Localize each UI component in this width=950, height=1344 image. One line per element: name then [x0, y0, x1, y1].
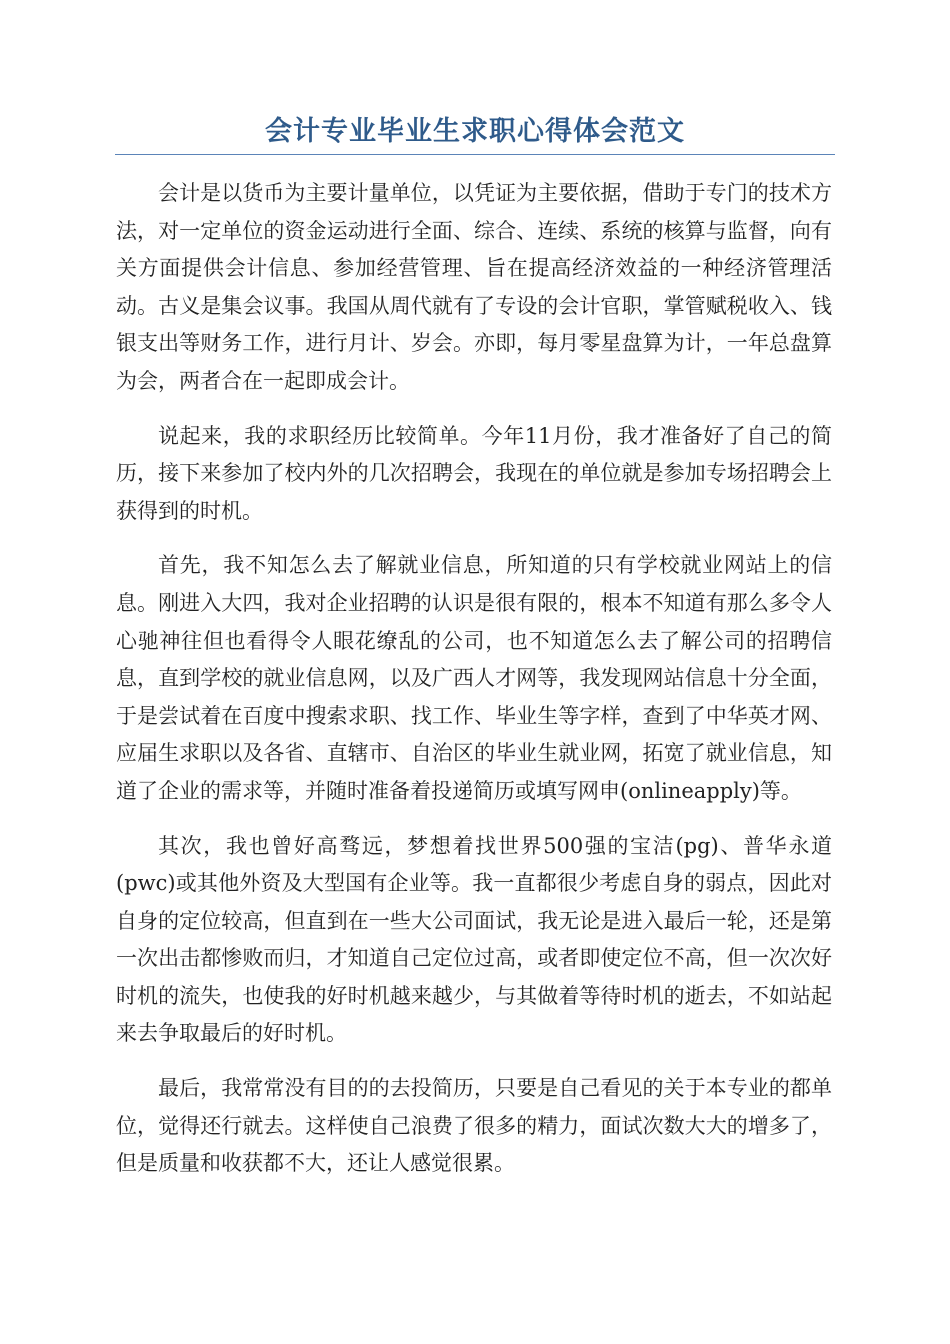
paragraph-last-resumes: 最后，我常常没有目的的去投简历，只要是自己看见的关于本专业的都单位，觉得还行就去。这样使自己浪费了很多的精力，面试次数大大的增多了，但是质量和收获都不大，还让人感觉很累。 [116, 1076, 832, 1176]
title-underline-divider [115, 154, 835, 155]
paragraph-job-search-overview: 说起来，我的求职经历比较简单。今年11月份，我才准备好了自己的简历，接下来参加了校内外的几次招聘会，我现在的单位就是参加专场招聘会上获得到的时机。 [116, 423, 832, 523]
paragraph-second-ambition: 其次，我也曾好高骛远，梦想着找世界500强的宝洁(pg)、普华永道(pwc)或其他外资及大型国有企业等。我一直都很少考虑自身的弱点，因此对自身的定位较高，但直到在一些大公司面试，我无论是进入最后一轮，还是第一次出击都惨败而归，才知道自己定位过高，或者即使定位不高，但一次次好时机的流失，也使我的好时机越来越少，与其做着等待时机的逝去，不如站起来去争取最后的好时机。 [116, 833, 832, 1046]
paragraph-first-information: 首先，我不知怎么去了解就业信息，所知道的只有学校就业网站上的信息。刚进入大四，我对企业招聘的认识是很有限的，根本不知道有那么多令人心驰神往但也看得令人眼花缭乱的公司，也不知道怎么去了解公司的招聘信息，直到学校的就业信息网，以及广西人才网等，我发现网站信息十分全面，于是尝试着在百度中搜索求职、找工作、毕业生等字样，查到了中华英才网、应届生求职以及各省、直辖市、自治区的毕业生就业网，拓宽了就业信息，知道了企业的需求等，并随时准备着投递简历或填写网申(onlineapply)等。 [116, 553, 832, 803]
document-title: 会计专业毕业生求职心得体会范文 [265, 116, 685, 147]
document-body [116, 175, 832, 1200]
paragraph-intro-accounting: 会计是以货币为主要计量单位，以凭证为主要依据，借助于专门的技术方法，对一定单位的资金运动进行全面、综合、连续、系统的核算与监督，向有关方面提供会计信息、参加经营管理、旨在提高经济效益的一种经济管理活动。古义是集会议事。我国从周代就有了专设的会计官职，掌管赋税收入、钱银支出等财务工作，进行月计、岁会。亦即，每月零星盘算为计，一年总盘算为会，两者合在一起即成会计。 [116, 181, 832, 393]
